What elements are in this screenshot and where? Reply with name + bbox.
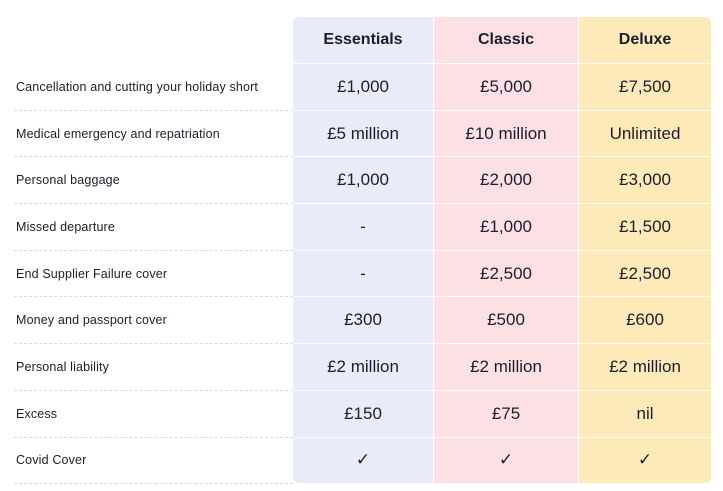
table-row [14,344,711,391]
value-essentials: £1,000 [293,64,433,111]
value-deluxe: Unlimited [578,111,711,158]
row-label: Personal baggage [14,157,293,204]
row-label: Medical emergency and repatriation [14,111,293,158]
value-deluxe: £1,500 [578,204,711,251]
row-label: Excess [14,391,293,438]
plan-header-essentials: Essentials [293,17,433,64]
value-classic: £5,000 [433,64,578,111]
table-header-row [14,17,711,64]
value-deluxe: nil [578,391,711,438]
row-label: Covid Cover [14,438,293,485]
row-label: Cancellation and cutting your holiday short [14,64,293,111]
value-essentials: £1,000 [293,157,433,204]
plan-header-deluxe: Deluxe [578,17,711,64]
value-classic: £2 million [433,344,578,391]
table-row [14,297,711,344]
value-deluxe: £3,000 [578,157,711,204]
value-classic: £2,000 [433,157,578,204]
value-essentials: - [293,204,433,251]
value-deluxe: £2,500 [578,251,711,298]
cover-comparison-table [14,17,711,484]
value-classic: £2,500 [433,251,578,298]
value-deluxe: £7,500 [578,64,711,111]
value-deluxe: £600 [578,297,711,344]
row-label: Personal liability [14,344,293,391]
value-classic: £1,000 [433,204,578,251]
value-classic: £500 [433,297,578,344]
value-deluxe: £2 million [578,344,711,391]
table-row [14,391,711,438]
check-icon: ✓ [293,438,433,485]
value-essentials: £300 [293,297,433,344]
check-icon: ✓ [578,438,711,485]
table-row [14,204,711,251]
table-row [14,64,711,111]
table-row [14,251,711,298]
value-essentials: £5 million [293,111,433,158]
row-label: Missed departure [14,204,293,251]
table-row [14,111,711,158]
value-essentials: - [293,251,433,298]
plan-header-classic: Classic [433,17,578,64]
value-classic: £75 [433,391,578,438]
table-row [14,438,711,485]
value-classic: £10 million [433,111,578,158]
table-row [14,157,711,204]
row-label: Money and passport cover [14,297,293,344]
row-label: End Supplier Failure cover [14,251,293,298]
value-essentials: £150 [293,391,433,438]
header-spacer [14,17,293,64]
value-essentials: £2 million [293,344,433,391]
check-icon: ✓ [433,438,578,485]
